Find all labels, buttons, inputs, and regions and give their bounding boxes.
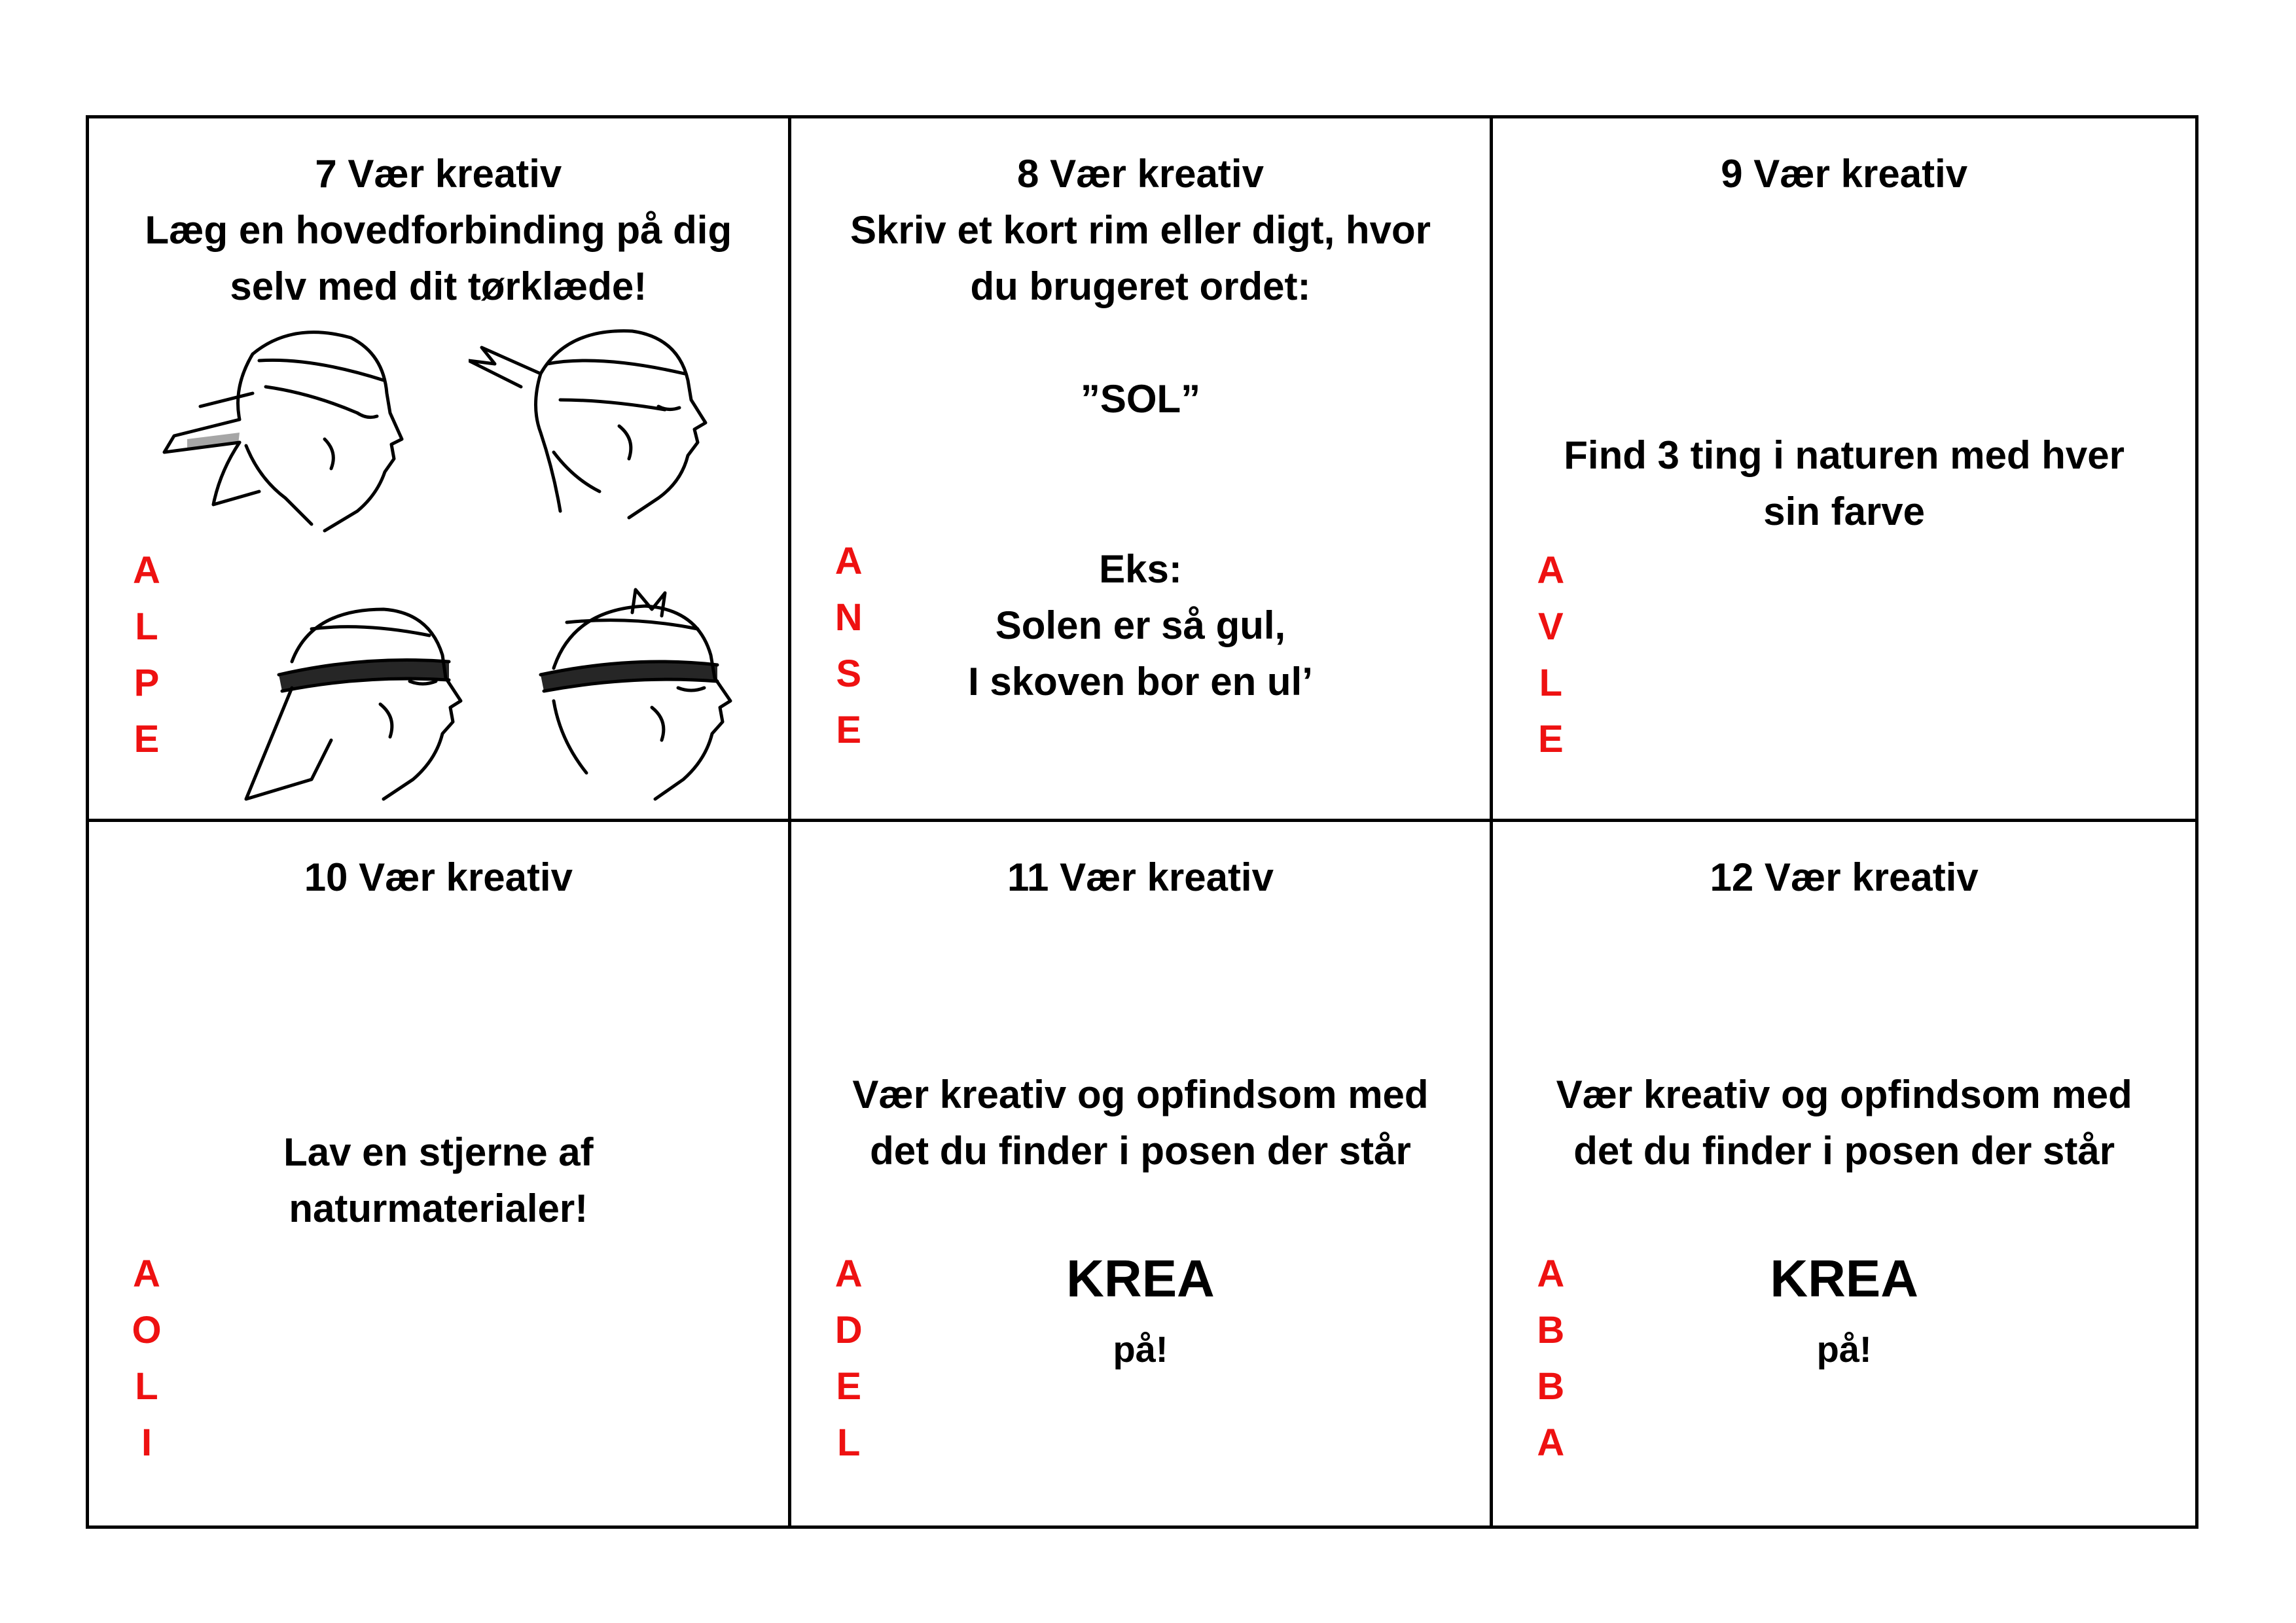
- krea-line: [791, 1181, 1490, 1382]
- keyword: ”SOL”: [1080, 377, 1201, 421]
- bandana-head-icon: [514, 583, 763, 806]
- card-title: 7 Vær kreativ: [315, 152, 562, 196]
- card-11: [791, 822, 1494, 1525]
- letter-code: A D E L: [834, 1253, 863, 1464]
- letter-code: A B B A: [1537, 1253, 1565, 1464]
- krea-line: [1493, 1181, 2195, 1382]
- card-instruction: Vær kreativ og opfindsom med det du finder i posen der står: [852, 1073, 1429, 1173]
- letter-code: A N S E: [834, 540, 863, 751]
- letter-code: A O L I: [132, 1253, 162, 1464]
- card-10: [89, 822, 791, 1525]
- bandana-head-icon: [233, 583, 482, 806]
- krea-suffix: på!: [1816, 1329, 1872, 1370]
- krea-label: KREA: [1770, 1249, 1918, 1308]
- letter-code: A L P E: [133, 549, 160, 760]
- krea-suffix: på!: [1113, 1329, 1168, 1370]
- card-instruction: Skriv et kort rim eller digt, hvor du brugeret ordet:: [850, 208, 1431, 308]
- krea-label: KREA: [1066, 1249, 1215, 1308]
- card-9: [1493, 118, 2195, 822]
- card-instruction: Læg en hovedforbinding på dig selv med dit tørklæde!: [145, 208, 732, 308]
- card-title: 9 Vær kreativ: [1721, 152, 1968, 196]
- bandana-head-icon: [161, 315, 410, 537]
- card-instruction: Lav en stjerne af naturmaterialer!: [283, 1130, 594, 1230]
- card-title: 12 Vær kreativ: [1710, 855, 1979, 899]
- card-7: [89, 118, 791, 822]
- example-poem: Eks: Solen er så gul, I skoven bor en ul’: [968, 547, 1313, 704]
- card-instruction: Find 3 ting i naturen med hver sin farve: [1564, 433, 2125, 533]
- card-title: 10 Vær kreativ: [304, 855, 573, 899]
- card-instruction: Vær kreativ og opfindsom med det du finder i posen der står: [1556, 1073, 2132, 1173]
- card-title: 8 Vær kreativ: [1017, 152, 1264, 196]
- bandana-illustrations: [161, 315, 757, 812]
- card-8: [791, 118, 1494, 822]
- letter-code: A V L E: [1537, 549, 1565, 760]
- card-12: [1493, 822, 2195, 1525]
- bandana-head-icon: [469, 302, 717, 524]
- activity-card-sheet: [86, 115, 2198, 1529]
- card-title: 11 Vær kreativ: [1007, 855, 1274, 899]
